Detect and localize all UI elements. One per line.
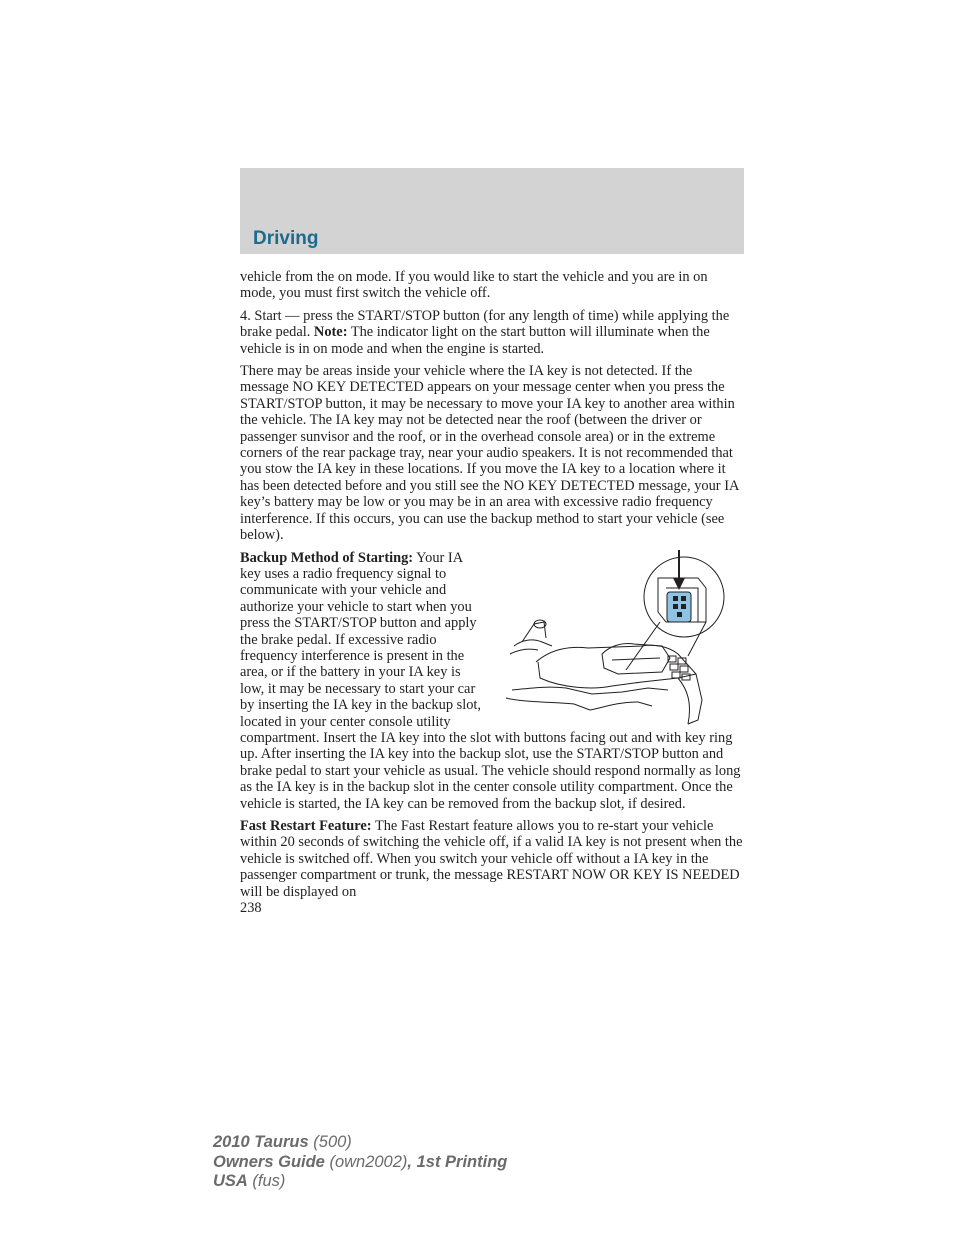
fast-restart-text: The Fast Restart feature allows you to re-start your vehicle within 20 seconds of switching the vehicle off, if a valid IA key is not present when the vehicle is switched off. When you switch your vehicle off without a IA key in the passenger compartment or trunk, the message RESTART NOW OR KEY IS NEEDED will be displayed on <box>240 818 743 900</box>
note-label: Note: <box>313 324 348 341</box>
document-footer <box>213 1133 507 1192</box>
footer-line-3: USA (fus) <box>213 1172 286 1190</box>
backup-method-text: Your IA key uses a radio frequency signal to communicate with your vehicle and authorize your vehicle to start when you press the START/STOP button and apply the brake pedal. If excessive radio frequency interference is present in the area, or if the battery in your IA key is low, it may be necessary to start your car by inserting the IA key in the backup slot, located in your center console utility compartment. Insert the IA key into the slot with buttons facing out and with key ring up. After inserting the IA key into the backup slot, use the START/STOP button and brake pedal to start your vehicle as usual. The vehicle should respond normally as long as the IA key is in the backup slot in the center console utility compartment. Once the vehicle is started, the IA key can be removed from the backup slot, if desired. <box>240 549 741 812</box>
paragraph-backup-method <box>240 550 744 813</box>
center-console-illustration <box>492 550 744 728</box>
console-key-slot-diagram <box>492 550 744 728</box>
paragraph-2-text-b: The indicator light on the start button will illuminate when the vehicle is in on mode and when the engine is started. <box>240 324 710 357</box>
body-text <box>240 269 744 922</box>
paragraph-3: There may be areas inside your vehicle where the IA key is not detected. If the message NO KEY DETECTED appears on your message center when you press the START/STOP button, it may be necessary to move your IA key to another area within the vehicle. The IA key may not be detected near the roof (between the driver or passenger sunvisor and the roof, or in the overhead console area) or in the extreme corners of the rear package tray, near your audio speakers. It is not recommended that you stow the IA key in these locations. If you move the IA key to a location where it has been detected before and you still see the NO KEY DETECTED message, your IA key’s battery may be low or you may be in an area with excessive radio frequency interference. If this occurs, you can use the backup method to start your vehicle (see below). <box>240 363 739 544</box>
footer-line-1: 2010 Taurus (500) <box>213 1133 352 1151</box>
paragraph-2-text-a: 4. Start — press the START/STOP button (for any length of time) while applying the brake pedal. <box>240 307 730 341</box>
ia-key-icon <box>667 592 691 622</box>
paragraph-2 <box>240 308 744 357</box>
paragraph-fast-restart <box>240 818 744 900</box>
footer-line-2: Owners Guide (own2002), 1st Printing <box>213 1152 508 1171</box>
page-number: 238 <box>240 900 262 917</box>
header-band <box>240 168 744 254</box>
backup-method-label: Backup Method of Starting: <box>240 549 414 566</box>
fast-restart-label: Fast Restart Feature: <box>240 818 372 834</box>
paragraph-1: vehicle from the on mode. If you would like to start the vehicle and you are in on mode, you must first switch the vehicle off. <box>240 269 708 302</box>
page-title: Driving <box>253 228 319 249</box>
